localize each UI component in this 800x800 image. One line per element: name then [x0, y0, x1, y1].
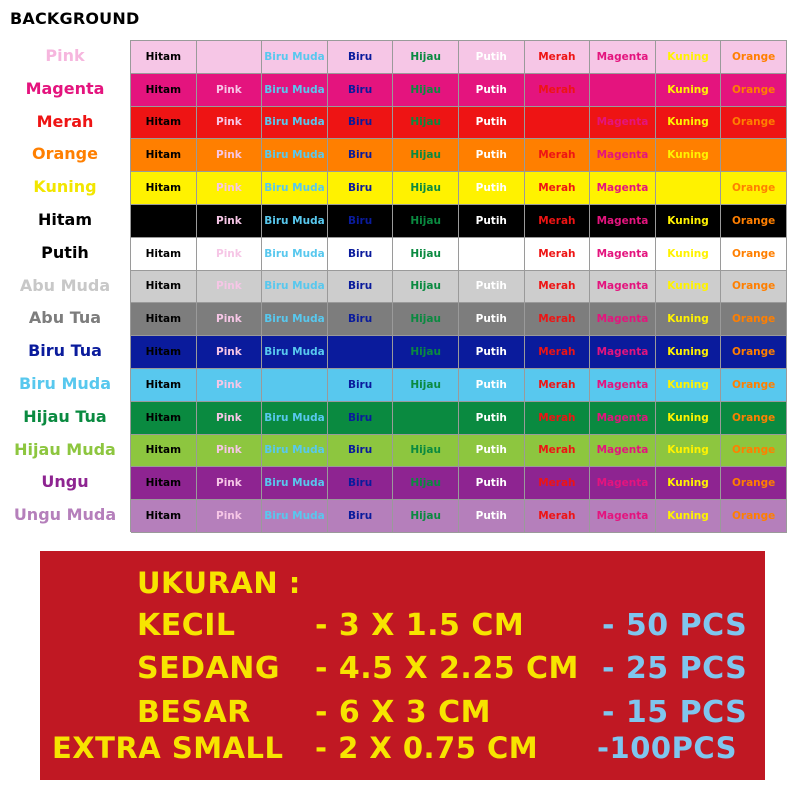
size-name-sedang: SEDANG [137, 651, 280, 686]
background-label-ungu: Ungu [41, 472, 89, 492]
cell-kuning-pink: Pink [197, 172, 263, 205]
cell-hijau-tua-orange: Orange [721, 402, 787, 435]
cell-pink-orange: Orange [721, 41, 787, 74]
cell-ungu-muda-hitam: Hitam [131, 500, 197, 533]
cell-hijau-muda-biru: Biru [328, 435, 394, 468]
cell-abu-muda-biru: Biru [328, 271, 394, 304]
cell-biru-muda-kuning: Kuning [656, 369, 722, 402]
cell-hitam-putih: Putih [459, 205, 525, 238]
cell-hijau-tua-pink: Pink [197, 402, 263, 435]
cell-abu-tua-kuning: Kuning [656, 303, 722, 336]
cell-hitam-merah: Merah [525, 205, 591, 238]
cell-pink-kuning: Kuning [656, 41, 722, 74]
cell-ungu-muda-putih: Putih [459, 500, 525, 533]
cell-ungu-kuning: Kuning [656, 467, 722, 500]
cell-orange-biru: Biru [328, 139, 394, 172]
cell-biru-tua-merah: Merah [525, 336, 591, 369]
cell-abu-tua-putih: Putih [459, 303, 525, 336]
cell-kuning-hitam: Hitam [131, 172, 197, 205]
cell-hitam-hitam [131, 205, 197, 238]
cell-merah-hijau: Hijau [393, 107, 459, 140]
cell-magenta-hijau: Hijau [393, 74, 459, 107]
cell-pink-hijau: Hijau [393, 41, 459, 74]
background-label-hijau-tua: Hijau Tua [23, 406, 107, 426]
cell-hitam-pink: Pink [197, 205, 263, 238]
background-label-orange: Orange [32, 144, 98, 164]
cell-hijau-tua-kuning: Kuning [656, 402, 722, 435]
cell-orange-kuning: Kuning [656, 139, 722, 172]
size-title: UKURAN : [137, 566, 301, 600]
cell-putih-magenta: Magenta [590, 238, 656, 271]
cell-magenta-biru: Biru [328, 74, 394, 107]
cell-abu-tua-orange: Orange [721, 303, 787, 336]
cell-hitam-orange: Orange [721, 205, 787, 238]
cell-biru-tua-hitam: Hitam [131, 336, 197, 369]
cell-hijau-tua-merah: Merah [525, 402, 591, 435]
background-label-biru-muda: Biru Muda [18, 373, 112, 393]
cell-ungu-putih: Putih [459, 467, 525, 500]
size-dim-besar: - 6 X 3 CM [315, 695, 491, 730]
cell-pink-biru: Biru [328, 41, 394, 74]
cell-abu-muda-merah: Merah [525, 271, 591, 304]
cell-magenta-pink: Pink [197, 74, 263, 107]
cell-hijau-muda-kuning: Kuning [656, 435, 722, 468]
cell-biru-tua-pink: Pink [197, 336, 263, 369]
cell-putih-hijau: Hijau [393, 238, 459, 271]
cell-biru-tua-kuning: Kuning [656, 336, 722, 369]
cell-ungu-muda-biru: Biru [328, 500, 394, 533]
cell-abu-muda-pink: Pink [197, 271, 263, 304]
cell-magenta-magenta [590, 74, 656, 107]
cell-biru-tua-biru-muda: Biru Muda [262, 336, 328, 369]
cell-hitam-magenta: Magenta [590, 205, 656, 238]
cell-orange-pink: Pink [197, 139, 263, 172]
background-label-magenta: Magenta [25, 78, 105, 98]
cell-ungu-muda-pink: Pink [197, 500, 263, 533]
background-label-ungu-muda: Ungu Muda [13, 505, 117, 525]
cell-merah-biru: Biru [328, 107, 394, 140]
cell-pink-hitam: Hitam [131, 41, 197, 74]
cell-biru-muda-orange: Orange [721, 369, 787, 402]
cell-hijau-muda-orange: Orange [721, 435, 787, 468]
cell-pink-biru-muda: Biru Muda [262, 41, 328, 74]
cell-ungu-merah: Merah [525, 467, 591, 500]
background-label-hitam: Hitam [38, 209, 92, 229]
grid-row-biru-muda [131, 369, 787, 402]
cell-abu-muda-magenta: Magenta [590, 271, 656, 304]
grid-row-kuning [131, 172, 787, 205]
cell-hijau-tua-hijau [393, 402, 459, 435]
size-dim-sedang: - 4.5 X 2.25 CM [315, 651, 579, 686]
cell-putih-merah: Merah [525, 238, 591, 271]
cell-merah-biru-muda: Biru Muda [262, 107, 328, 140]
background-label-merah: Merah [36, 111, 94, 131]
cell-biru-tua-biru [328, 336, 394, 369]
size-dim-extra-small: - 2 X 0.75 CM [315, 731, 539, 765]
cell-ungu-biru: Biru [328, 467, 394, 500]
size-qty-kecil: - 50 PCS [602, 608, 748, 643]
grid-row-hijau-tua [131, 402, 787, 435]
grid-row-putih [131, 238, 787, 271]
cell-ungu-biru-muda: Biru Muda [262, 467, 328, 500]
cell-ungu-muda-orange: Orange [721, 500, 787, 533]
cell-orange-magenta: Magenta [590, 139, 656, 172]
grid-row-magenta [131, 74, 787, 107]
cell-merah-orange: Orange [721, 107, 787, 140]
cell-ungu-muda-magenta: Magenta [590, 500, 656, 533]
size-dim-kecil: - 3 X 1.5 CM [315, 608, 525, 643]
cell-biru-muda-hitam: Hitam [131, 369, 197, 402]
size-qty-sedang: - 25 PCS [602, 651, 748, 686]
cell-putih-putih [459, 238, 525, 271]
cell-abu-tua-pink: Pink [197, 303, 263, 336]
grid-row-orange [131, 139, 787, 172]
cell-abu-muda-kuning: Kuning [656, 271, 722, 304]
cell-magenta-hitam: Hitam [131, 74, 197, 107]
cell-ungu-hitam: Hitam [131, 467, 197, 500]
cell-putih-pink: Pink [197, 238, 263, 271]
cell-kuning-biru: Biru [328, 172, 394, 205]
cell-merah-merah [525, 107, 591, 140]
grid-row-ungu-muda [131, 500, 787, 533]
background-label-hijau-muda: Hijau Muda [14, 439, 116, 459]
cell-hijau-muda-merah: Merah [525, 435, 591, 468]
cell-ungu-muda-merah: Merah [525, 500, 591, 533]
cell-putih-kuning: Kuning [656, 238, 722, 271]
cell-hijau-muda-hijau: Hijau [393, 435, 459, 468]
cell-biru-muda-merah: Merah [525, 369, 591, 402]
cell-orange-hitam: Hitam [131, 139, 197, 172]
cell-hitam-biru-muda: Biru Muda [262, 205, 328, 238]
size-qty-extra-small: -100PCS [597, 731, 738, 765]
cell-biru-tua-putih: Putih [459, 336, 525, 369]
cell-hijau-tua-putih: Putih [459, 402, 525, 435]
cell-biru-tua-magenta: Magenta [590, 336, 656, 369]
background-label-pink: Pink [45, 46, 85, 65]
cell-magenta-biru-muda: Biru Muda [262, 74, 328, 107]
cell-merah-pink: Pink [197, 107, 263, 140]
grid-row-pink [131, 41, 787, 74]
size-name-besar: BESAR [137, 695, 251, 730]
cell-biru-muda-pink: Pink [197, 369, 263, 402]
size-panel [40, 551, 765, 780]
cell-ungu-magenta: Magenta [590, 467, 656, 500]
cell-ungu-muda-hijau: Hijau [393, 500, 459, 533]
color-combination-grid [130, 40, 787, 532]
cell-ungu-muda-kuning: Kuning [656, 500, 722, 533]
grid-row-merah [131, 107, 787, 140]
cell-abu-tua-biru: Biru [328, 303, 394, 336]
cell-kuning-merah: Merah [525, 172, 591, 205]
cell-hijau-tua-biru-muda: Biru Muda [262, 402, 328, 435]
cell-kuning-biru-muda: Biru Muda [262, 172, 328, 205]
cell-abu-tua-hitam: Hitam [131, 303, 197, 336]
cell-hijau-muda-hitam: Hitam [131, 435, 197, 468]
cell-abu-tua-magenta: Magenta [590, 303, 656, 336]
cell-pink-pink [197, 41, 263, 74]
cell-abu-tua-hijau: Hijau [393, 303, 459, 336]
cell-putih-biru: Biru [328, 238, 394, 271]
grid-row-ungu [131, 467, 787, 500]
cell-hijau-tua-magenta: Magenta [590, 402, 656, 435]
cell-hitam-kuning: Kuning [656, 205, 722, 238]
cell-pink-magenta: Magenta [590, 41, 656, 74]
size-name-extra-small: EXTRA SMALL [52, 731, 284, 765]
cell-putih-biru-muda: Biru Muda [262, 238, 328, 271]
cell-merah-magenta: Magenta [590, 107, 656, 140]
grid-row-abu-muda [131, 271, 787, 304]
cell-abu-muda-orange: Orange [721, 271, 787, 304]
chart-heading: BACKGROUND [10, 9, 140, 28]
size-qty-besar: - 15 PCS [602, 695, 748, 730]
background-labels [0, 40, 130, 532]
grid-row-biru-tua [131, 336, 787, 369]
cell-hijau-muda-pink: Pink [197, 435, 263, 468]
cell-putih-hitam: Hitam [131, 238, 197, 271]
cell-abu-tua-biru-muda: Biru Muda [262, 303, 328, 336]
cell-ungu-orange: Orange [721, 467, 787, 500]
cell-abu-muda-hitam: Hitam [131, 271, 197, 304]
background-label-putih: Putih [41, 242, 89, 262]
size-name-kecil: KECIL [137, 608, 236, 643]
cell-ungu-muda-biru-muda: Biru Muda [262, 500, 328, 533]
cell-kuning-hijau: Hijau [393, 172, 459, 205]
background-label-kuning: Kuning [33, 177, 97, 197]
background-label-abu-tua: Abu Tua [28, 308, 102, 328]
cell-orange-hijau: Hijau [393, 139, 459, 172]
cell-hijau-muda-magenta: Magenta [590, 435, 656, 468]
background-label-abu-muda: Abu Muda [19, 275, 111, 295]
grid-row-hijau-muda [131, 435, 787, 468]
cell-biru-tua-orange: Orange [721, 336, 787, 369]
cell-biru-muda-putih: Putih [459, 369, 525, 402]
cell-kuning-kuning [656, 172, 722, 205]
cell-hijau-muda-biru-muda: Biru Muda [262, 435, 328, 468]
cell-ungu-pink: Pink [197, 467, 263, 500]
cell-biru-muda-biru-muda [262, 369, 328, 402]
cell-kuning-magenta: Magenta [590, 172, 656, 205]
cell-kuning-putih: Putih [459, 172, 525, 205]
cell-pink-putih: Putih [459, 41, 525, 74]
cell-abu-tua-merah: Merah [525, 303, 591, 336]
cell-magenta-merah: Merah [525, 74, 591, 107]
cell-biru-tua-hijau: Hijau [393, 336, 459, 369]
cell-merah-putih: Putih [459, 107, 525, 140]
cell-magenta-putih: Putih [459, 74, 525, 107]
cell-pink-merah: Merah [525, 41, 591, 74]
grid-row-hitam [131, 205, 787, 238]
cell-magenta-orange: Orange [721, 74, 787, 107]
cell-magenta-kuning: Kuning [656, 74, 722, 107]
cell-abu-muda-biru-muda: Biru Muda [262, 271, 328, 304]
cell-hijau-muda-putih: Putih [459, 435, 525, 468]
cell-hitam-biru: Biru [328, 205, 394, 238]
cell-orange-merah: Merah [525, 139, 591, 172]
cell-biru-muda-hijau: Hijau [393, 369, 459, 402]
cell-orange-biru-muda: Biru Muda [262, 139, 328, 172]
cell-orange-orange [721, 139, 787, 172]
cell-abu-muda-putih: Putih [459, 271, 525, 304]
cell-hijau-tua-biru: Biru [328, 402, 394, 435]
background-label-biru-tua: Biru Tua [28, 341, 102, 361]
cell-merah-hitam: Hitam [131, 107, 197, 140]
cell-hitam-hijau: Hijau [393, 205, 459, 238]
grid-row-abu-tua [131, 303, 787, 336]
cell-merah-kuning: Kuning [656, 107, 722, 140]
cell-kuning-orange: Orange [721, 172, 787, 205]
cell-abu-muda-hijau: Hijau [393, 271, 459, 304]
cell-biru-muda-magenta: Magenta [590, 369, 656, 402]
cell-putih-orange: Orange [721, 238, 787, 271]
cell-orange-putih: Putih [459, 139, 525, 172]
cell-biru-muda-biru: Biru [328, 369, 394, 402]
cell-ungu-hijau: Hijau [393, 467, 459, 500]
cell-hijau-tua-hitam: Hitam [131, 402, 197, 435]
